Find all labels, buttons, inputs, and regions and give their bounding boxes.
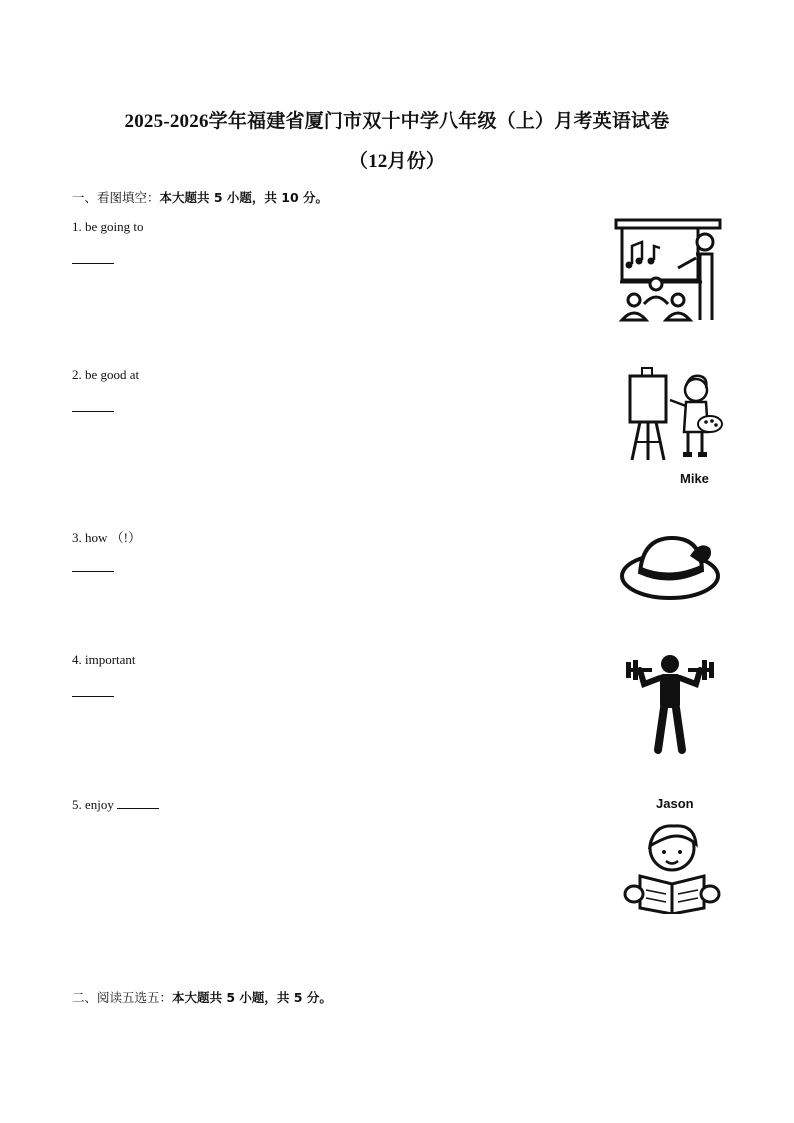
question-5-answer-blank[interactable] bbox=[117, 798, 159, 809]
section-1-desc: 本大题共 5 小题，共 10 分。 bbox=[159, 190, 329, 205]
jason-label: Jason bbox=[656, 796, 694, 811]
question-5-text: 5. enjoy bbox=[72, 797, 114, 812]
boy-reading-icon bbox=[620, 818, 724, 914]
question-1-answer-blank[interactable] bbox=[72, 263, 114, 264]
section-2-label: 二、阅读五选五： bbox=[72, 990, 173, 1005]
question-4-prompt: 4. important bbox=[72, 652, 136, 667]
question-5-prompt bbox=[72, 797, 159, 813]
hat-icon bbox=[618, 530, 724, 604]
mike-label: Mike bbox=[680, 471, 709, 486]
section-2-heading bbox=[72, 988, 332, 1006]
page-title: 2025-2026学年福建省厦门市双十中学八年级（上）月考英语试卷 bbox=[124, 111, 670, 132]
section-2-desc: 本大题共 5 小题，共 5 分。 bbox=[172, 990, 332, 1005]
section-1-label: 一、看图填空： bbox=[72, 190, 160, 205]
question-2-prompt: 2. be good at bbox=[72, 367, 140, 382]
question-3-answer-blank[interactable] bbox=[72, 571, 114, 572]
question-3-prompt: 3. how （!） bbox=[72, 530, 141, 545]
section-1-heading bbox=[72, 188, 328, 206]
teacher-music-class-icon bbox=[612, 216, 724, 324]
boy-painting-icon bbox=[626, 366, 726, 466]
question-1-prompt: 1. be going to bbox=[72, 219, 144, 234]
question-4-answer-blank[interactable] bbox=[72, 696, 114, 697]
question-2-answer-blank[interactable] bbox=[72, 411, 114, 412]
weightlifting-icon bbox=[620, 652, 722, 754]
page-subtitle: （12月份） bbox=[348, 151, 446, 172]
